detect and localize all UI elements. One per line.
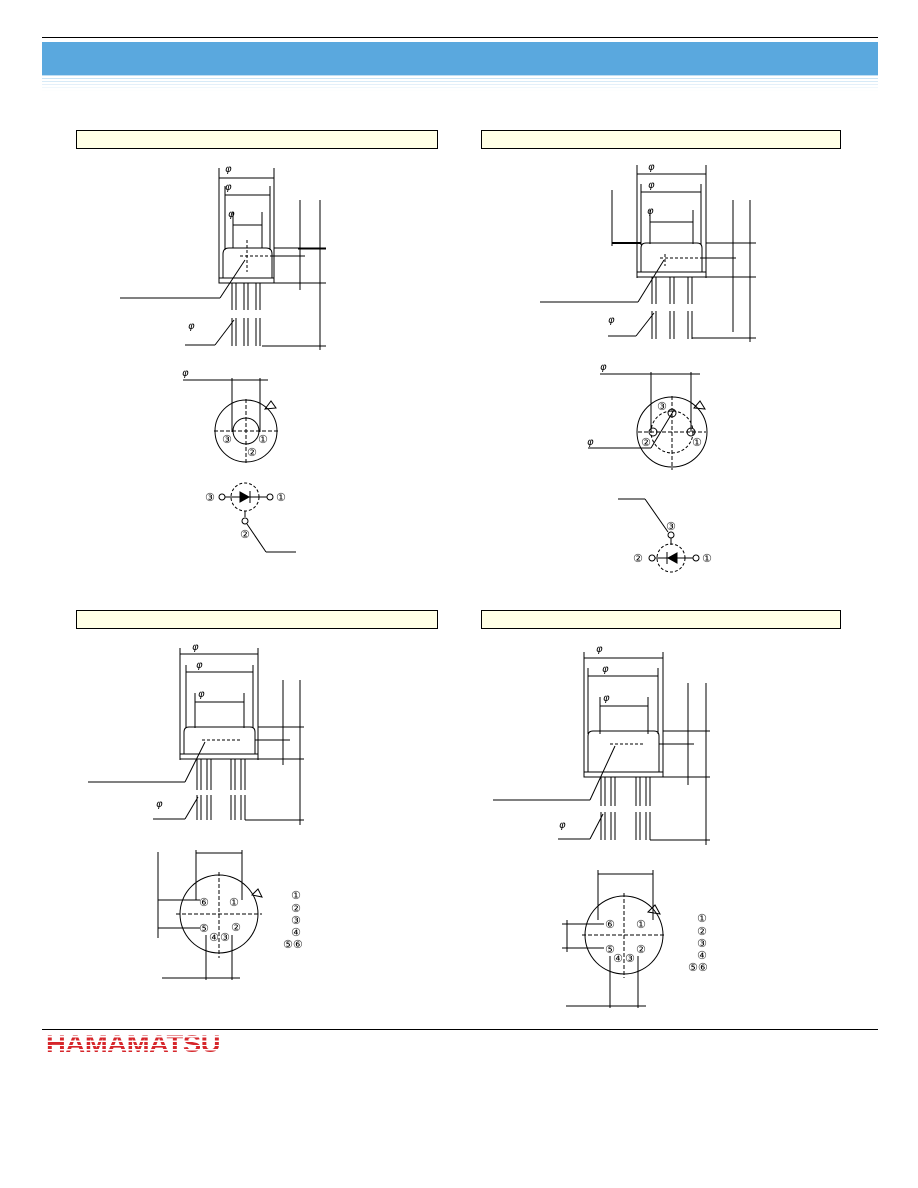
pin-label: ③ <box>625 952 635 965</box>
panel2-bottom-view <box>588 372 707 470</box>
pin-label: ① <box>636 918 646 931</box>
pin-label: ② <box>641 436 651 449</box>
pin-label: ⑥ <box>199 896 209 909</box>
phi-symbol: φ <box>600 362 607 373</box>
pin-label: ③ <box>666 520 676 533</box>
pin-label: ① <box>692 436 702 449</box>
phi-symbol: φ <box>648 162 655 173</box>
phi-symbol: φ <box>596 644 603 655</box>
phi-symbol: φ <box>192 642 199 653</box>
bottom-rule <box>42 1029 878 1030</box>
pin-label: ① <box>229 896 239 909</box>
pin-legend: ⑤⑥ <box>688 961 708 974</box>
phi-symbol: φ <box>156 799 163 810</box>
pin-label: ⑤ <box>605 943 615 956</box>
pin-legend: ② <box>697 925 707 938</box>
phi-symbol: φ <box>648 180 655 191</box>
pin-label: ④ <box>209 931 219 944</box>
panel4-bottom-view <box>562 870 666 1008</box>
phi-symbol: φ <box>559 820 566 831</box>
phi-symbol: φ <box>188 321 195 332</box>
pin-label: ⑥ <box>605 918 615 931</box>
pin-label: ③ <box>222 433 232 446</box>
panel3-side-view <box>88 648 304 825</box>
pin-legend: ⑤⑥ <box>283 938 303 951</box>
phi-symbol: φ <box>603 693 610 704</box>
phi-symbol: φ <box>182 368 189 379</box>
phi-symbol: φ <box>647 206 654 217</box>
pin-label: ③ <box>220 931 230 944</box>
phi-symbol: φ <box>602 664 609 675</box>
pin-label: ① <box>276 491 286 504</box>
pin-label: ② <box>633 552 643 565</box>
pin-legend: ④ <box>697 949 707 962</box>
phi-symbol: φ <box>225 164 232 175</box>
pin-label: ② <box>247 446 257 459</box>
phi-symbol: φ <box>228 209 235 220</box>
pin-legend: ③ <box>697 937 707 950</box>
pin-label: ③ <box>205 491 215 504</box>
pin-label: ④ <box>613 952 623 965</box>
pin-label: ② <box>636 943 646 956</box>
panel4-side-view <box>493 652 710 845</box>
pin-legend: ④ <box>291 926 301 939</box>
phi-symbol: φ <box>587 437 594 448</box>
phi-symbol: φ <box>196 660 203 671</box>
panel2-schematic <box>618 499 699 572</box>
pin-legend: ② <box>291 902 301 915</box>
panel3-bottom-view <box>158 850 262 980</box>
hamamatsu-logo: HAMAMATSU <box>46 1031 221 1058</box>
pin-label: ③ <box>657 400 667 413</box>
pin-legend: ③ <box>291 914 301 927</box>
pin-label: ① <box>258 433 268 446</box>
pin-legend: ① <box>697 912 707 925</box>
pin-label: ⑤ <box>199 922 209 935</box>
pin-label: ② <box>240 528 250 541</box>
pin-legend: ① <box>291 889 301 902</box>
phi-symbol: φ <box>608 315 615 326</box>
phi-symbol: φ <box>198 689 205 700</box>
phi-symbol: φ <box>225 182 232 193</box>
panel2-side-view <box>540 165 756 342</box>
pin-label: ② <box>231 921 241 934</box>
panel1-bottom-view <box>183 378 278 465</box>
panel1-side-view <box>120 168 326 350</box>
pin-label: ① <box>702 552 712 565</box>
